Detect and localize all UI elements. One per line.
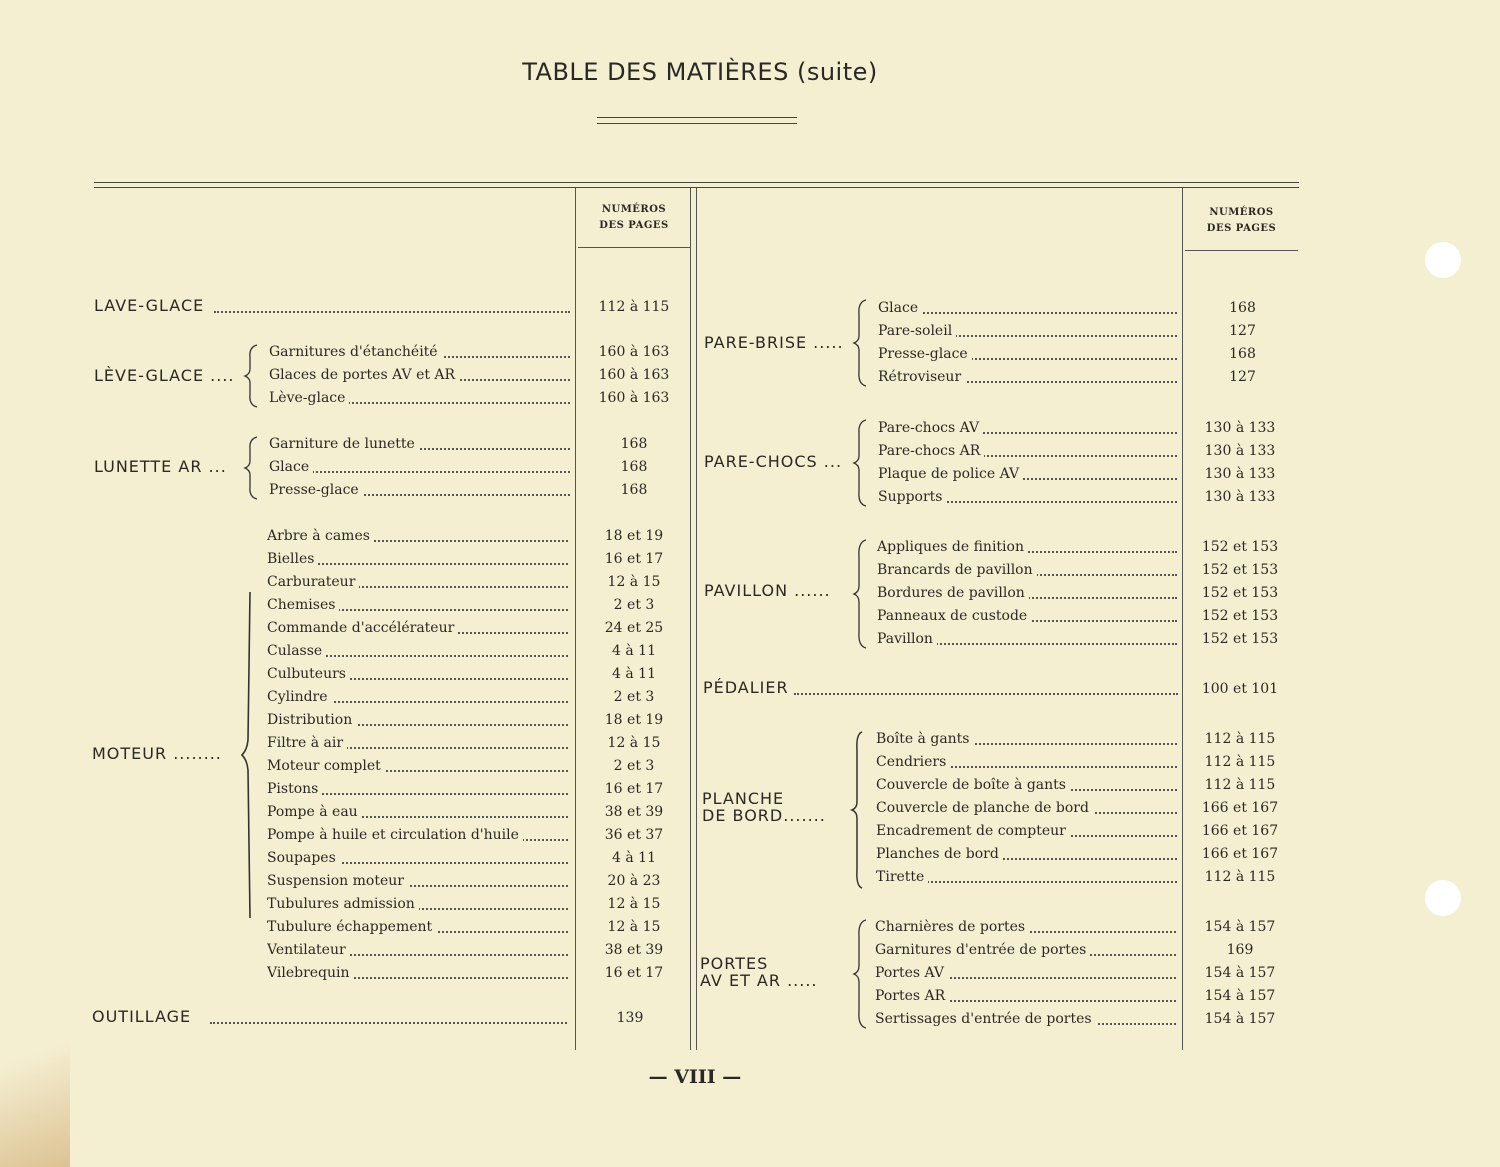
pare-brise-item-pages: 127 <box>1229 323 1256 339</box>
moteur-item-pages: 4 à 11 <box>612 643 656 659</box>
column-header-line1: NUMÉROS <box>1209 207 1274 218</box>
lave-glace-pages: 112 à 115 <box>598 299 670 315</box>
portes-item-pages: 154 à 157 <box>1204 1011 1276 1027</box>
pare-chocs-item-pages: 130 à 133 <box>1204 420 1276 436</box>
moteur-item-pages: 2 et 3 <box>613 758 655 774</box>
pare-chocs-item-pages: 130 à 133 <box>1204 489 1276 505</box>
item-label: Garnitures d'étanchéité <box>269 344 442 360</box>
moteur-item-pages: 2 et 3 <box>613 597 655 613</box>
moteur-item <box>267 802 568 822</box>
item-label: Soupapes <box>267 850 340 866</box>
pare-chocs-item <box>878 418 1177 438</box>
page-title: TABLE DES MATIÈRES (suite) <box>522 58 878 86</box>
item-label: Presse-glace <box>269 482 363 498</box>
item-label: Ventilateur <box>267 942 350 958</box>
pavillon-brace <box>852 538 872 650</box>
item-label: Carburateur <box>267 574 359 590</box>
item-label: Garnitures d'entrée de portes <box>875 942 1090 958</box>
page-number: — VIII — <box>648 1066 742 1088</box>
right-column-header <box>1185 205 1298 237</box>
section-lave-glace: LAVE-GLACE <box>94 296 205 315</box>
planche-brace <box>850 730 866 890</box>
moteur-item <box>267 572 568 592</box>
moteur-item-pages: 2 et 3 <box>613 689 655 705</box>
left-pages-column-rule-right <box>690 188 691 1050</box>
moteur-item <box>267 664 568 684</box>
lave-glace-leader <box>214 297 570 317</box>
moteur-item-pages: 4 à 11 <box>612 666 656 682</box>
planche-item-pages: 112 à 115 <box>1204 869 1276 885</box>
item-label: Supports <box>878 489 946 505</box>
item-label: Presse-glace <box>878 346 972 362</box>
title-rule <box>597 117 797 124</box>
item-label: Appliques de finition <box>877 539 1028 555</box>
portes-item <box>875 1009 1176 1029</box>
section-planche-de-bord-line1: PLANCHE <box>702 789 785 808</box>
column-header-line2: DES PAGES <box>1206 223 1277 234</box>
planche-item-pages: 166 et 167 <box>1201 846 1279 862</box>
moteur-item-pages: 24 et 25 <box>604 620 664 636</box>
portes-item <box>875 963 1176 983</box>
moteur-item-pages: 16 et 17 <box>604 551 664 567</box>
moteur-item <box>267 687 568 707</box>
item-label: Culasse <box>267 643 326 659</box>
lunette-item-pages: 168 <box>620 459 648 475</box>
item-label: Moteur complet <box>267 758 385 774</box>
section-portes-line2: AV ET AR ..... <box>700 971 818 990</box>
section-pavillon: PAVILLON ...... <box>704 581 831 600</box>
item-label: Panneaux de custode <box>877 608 1031 624</box>
item-label: Pare-soleil <box>878 323 956 339</box>
moteur-item <box>267 825 568 845</box>
item-label: Commande d'accélérateur <box>267 620 458 636</box>
item-label: Cylindre <box>267 689 332 705</box>
leve-glace-item <box>269 388 570 408</box>
moteur-item <box>267 733 568 753</box>
planche-item <box>876 775 1177 795</box>
section-planche-de-bord-line2: DE BORD....... <box>702 806 826 825</box>
section-lunette-ar: LUNETTE AR ... <box>94 457 227 476</box>
moteur-item-pages: 12 à 15 <box>607 574 661 590</box>
item-label: Portes AR <box>875 988 949 1004</box>
pare-chocs-item-pages: 130 à 133 <box>1204 466 1276 482</box>
moteur-item <box>267 756 568 776</box>
moteur-item-pages: 18 et 19 <box>604 712 664 728</box>
item-label: Pistons <box>267 781 322 797</box>
column-header-line1: NUMÉROS <box>601 204 667 215</box>
pare-brise-item <box>878 344 1177 364</box>
moteur-item <box>267 641 568 661</box>
pare-brise-item <box>878 367 1177 387</box>
planche-item <box>876 752 1177 772</box>
pavillon-item <box>877 537 1177 557</box>
pare-brise-item <box>878 321 1177 341</box>
pavillon-item-pages: 152 et 153 <box>1201 608 1279 624</box>
leve-glace-item-pages: 160 à 163 <box>598 367 670 383</box>
moteur-item <box>267 526 568 546</box>
item-label: Distribution <box>267 712 356 728</box>
left-column-header <box>578 202 690 234</box>
lunette-brace <box>243 435 263 501</box>
item-label: Pompe à huile et circulation d'huile <box>267 827 523 843</box>
lunette-item <box>269 434 570 454</box>
planche-item <box>876 821 1177 841</box>
moteur-item <box>267 848 568 868</box>
item-label: Bordures de pavillon <box>877 585 1029 601</box>
planche-item-pages: 112 à 115 <box>1204 754 1276 770</box>
item-label: Filtre à air <box>267 735 347 751</box>
item-label: Glace <box>269 459 313 475</box>
leve-glace-item <box>269 365 570 385</box>
portes-item-pages: 169 <box>1226 942 1254 958</box>
item-label: Glace <box>878 300 922 316</box>
item-label: Pare-chocs AR <box>878 443 984 459</box>
pavillon-item <box>877 606 1177 626</box>
item-label: Couvercle de planche de bord <box>876 800 1093 816</box>
portes-item-pages: 154 à 157 <box>1204 965 1276 981</box>
pare-brise-item <box>878 298 1177 318</box>
portes-brace <box>852 918 872 1030</box>
pavillon-item <box>877 560 1177 580</box>
item-label: Portes AV <box>875 965 948 981</box>
lunette-item <box>269 480 570 500</box>
planche-item <box>876 867 1177 887</box>
pavillon-item-pages: 152 et 153 <box>1201 539 1279 555</box>
lunette-item-pages: 168 <box>620 482 648 498</box>
punch-hole-bottom <box>1425 880 1461 916</box>
pare-brise-brace <box>852 298 872 388</box>
moteur-item-pages: 18 et 19 <box>604 528 664 544</box>
moteur-item <box>267 871 568 891</box>
item-label: Tubulures admission <box>267 896 419 912</box>
pare-chocs-brace <box>852 418 872 508</box>
moteur-item-pages: 38 et 39 <box>604 942 664 958</box>
item-label: Glaces de portes AV et AR <box>269 367 459 383</box>
moteur-item-pages: 20 à 23 <box>607 873 661 889</box>
moteur-item-pages: 12 à 15 <box>607 735 661 751</box>
item-label: Garniture de lunette <box>269 436 419 452</box>
section-portes-line1: PORTES <box>700 954 769 973</box>
pavillon-item-pages: 152 et 153 <box>1201 562 1279 578</box>
pare-brise-item-pages: 168 <box>1229 300 1256 316</box>
pedalier-pages: 100 et 101 <box>1201 681 1279 697</box>
lunette-item-pages: 168 <box>620 436 648 452</box>
planche-item <box>876 844 1177 864</box>
section-outillage: OUTILLAGE <box>92 1007 192 1026</box>
planche-item-pages: 166 et 167 <box>1201 800 1279 816</box>
right-header-underline <box>1185 250 1298 251</box>
item-label: Rétroviseur <box>878 369 965 385</box>
item-label: Chemises <box>267 597 339 613</box>
lunette-item <box>269 457 570 477</box>
item-label: Tirette <box>876 869 928 885</box>
item-label: Bielles <box>267 551 318 567</box>
item-label: Sertissages d'entrée de portes <box>875 1011 1096 1027</box>
outillage-leader <box>210 1008 567 1028</box>
item-label: Culbuteurs <box>267 666 350 682</box>
left-header-underline <box>578 247 690 248</box>
item-label: Lève-glace <box>269 390 349 406</box>
pavillon-item <box>877 583 1177 603</box>
item-label: Suspension moteur <box>267 873 408 889</box>
section-pare-brise: PARE-BRISE ..... <box>704 333 844 352</box>
item-label: Pompe à eau <box>267 804 362 820</box>
moteur-item <box>267 618 568 638</box>
portes-item-pages: 154 à 157 <box>1204 919 1276 935</box>
moteur-item-pages: 36 et 37 <box>604 827 664 843</box>
item-label: Charnières de portes <box>875 919 1029 935</box>
punch-hole-top <box>1425 242 1461 278</box>
portes-item <box>875 986 1176 1006</box>
planche-item <box>876 729 1177 749</box>
moteur-item <box>267 917 568 937</box>
item-label: Encadrement de compteur <box>876 823 1070 839</box>
item-label: Pare-chocs AV <box>878 420 983 436</box>
moteur-item <box>267 940 568 960</box>
item-label: Arbre à cames <box>267 528 374 544</box>
moteur-brace <box>240 590 254 920</box>
item-label: Vilebrequin <box>267 965 354 981</box>
section-pedalier: PÉDALIER <box>703 678 789 697</box>
outillage-pages: 139 <box>616 1010 644 1026</box>
item-label: Pavillon <box>877 631 937 647</box>
moteur-item <box>267 595 568 615</box>
leve-glace-item-pages: 160 à 163 <box>598 390 670 406</box>
pavillon-item-pages: 152 et 153 <box>1201 631 1279 647</box>
pare-chocs-item <box>878 464 1177 484</box>
item-label: Boîte à gants <box>876 731 974 747</box>
moteur-item <box>267 894 568 914</box>
pare-chocs-item-pages: 130 à 133 <box>1204 443 1276 459</box>
planche-item-pages: 112 à 115 <box>1204 777 1276 793</box>
column-header-line2: DES PAGES <box>599 220 669 231</box>
right-pages-column-rule-left <box>1182 188 1183 1050</box>
planche-item-pages: 112 à 115 <box>1204 731 1276 747</box>
pare-chocs-item <box>878 487 1177 507</box>
moteur-item-pages: 4 à 11 <box>612 850 656 866</box>
moteur-item-pages: 12 à 15 <box>607 919 661 935</box>
planche-item <box>876 798 1177 818</box>
portes-item-pages: 154 à 157 <box>1204 988 1276 1004</box>
leve-glace-item <box>269 342 570 362</box>
leve-glace-brace <box>243 343 263 409</box>
paper-stain <box>0 1010 70 1167</box>
moteur-item-pages: 12 à 15 <box>607 896 661 912</box>
moteur-item <box>267 549 568 569</box>
section-moteur: MOTEUR ........ <box>92 744 222 763</box>
item-label: Couvercle de boîte à gants <box>876 777 1070 793</box>
item-label: Plaque de police AV <box>878 466 1023 482</box>
planche-item-pages: 166 et 167 <box>1201 823 1279 839</box>
moteur-item-pages: 16 et 17 <box>604 965 664 981</box>
item-label: Brancards de pavillon <box>877 562 1037 578</box>
pavillon-item-pages: 152 et 153 <box>1201 585 1279 601</box>
leve-glace-item-pages: 160 à 163 <box>598 344 670 360</box>
portes-item <box>875 917 1176 937</box>
moteur-item <box>267 963 568 983</box>
portes-item <box>875 940 1176 960</box>
moteur-item <box>267 710 568 730</box>
moteur-item-pages: 16 et 17 <box>604 781 664 797</box>
pare-brise-item-pages: 168 <box>1229 346 1256 362</box>
item-label: Cendriers <box>876 754 950 770</box>
moteur-item <box>267 779 568 799</box>
pare-chocs-item <box>878 441 1177 461</box>
section-leve-glace: LÈVE-GLACE .... <box>94 366 235 385</box>
pare-brise-item-pages: 127 <box>1229 369 1256 385</box>
pedalier-leader <box>794 679 1178 699</box>
left-pages-column-rule-left <box>575 188 576 1050</box>
center-divider-rule <box>696 188 697 1050</box>
item-label: Planches de bord <box>876 846 1003 862</box>
item-label: Tubulure échappement <box>267 919 436 935</box>
pavillon-item <box>877 629 1177 649</box>
section-pare-chocs: PARE-CHOCS ... <box>704 452 843 471</box>
moteur-item-pages: 38 et 39 <box>604 804 664 820</box>
